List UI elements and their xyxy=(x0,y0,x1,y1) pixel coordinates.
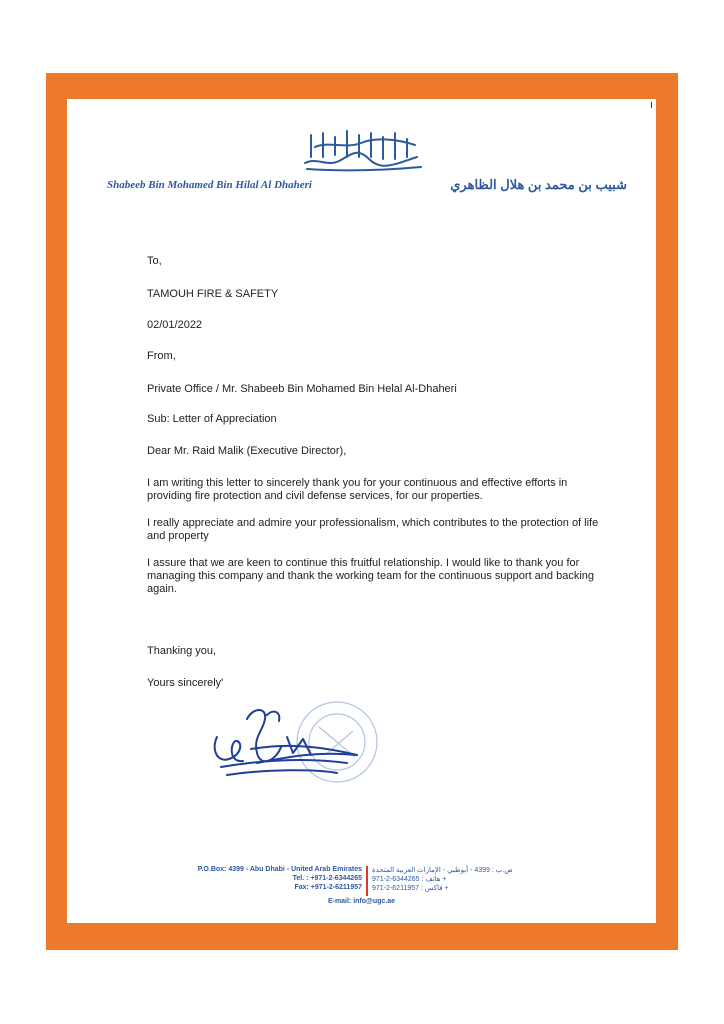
to-label: To, xyxy=(147,255,162,267)
footer-divider xyxy=(366,866,368,896)
sender-name: Private Office / Mr. Shabeeb Bin Mohamed Bin Helal Al-Dhaheri xyxy=(147,383,457,395)
signature-and-stamp-icon xyxy=(207,697,407,787)
footer-address-english: P.O.Box: 4399 - Abu Dhabi - United Arab Emirates xyxy=(197,866,362,873)
body-paragraph: I really appreciate and admire your professionalism, which contributes to the protection of life and property xyxy=(147,517,599,542)
letter-footer xyxy=(67,864,656,909)
footer-tel-english: Tel. : +971-2-6344265 xyxy=(292,875,362,882)
from-label: From, xyxy=(147,350,176,362)
footer-fax-english: Fax: +971-2-6211957 xyxy=(294,884,362,891)
footer-tel-arabic: هاتف : 6344265-2-971 + xyxy=(372,876,447,883)
recipient-name: TAMOUH FIRE & SAFETY xyxy=(147,288,279,300)
closing-sincerely: Yours sincerely' xyxy=(147,677,224,689)
bismillah-calligraphy-icon xyxy=(297,127,427,172)
letterhead-name-english: Shabeeb Bin Mohamed Bin Hilal Al Dhaheri xyxy=(107,179,312,191)
footer-address-arabic: ص.ب : 4399 - أبوظبي - الإمارات العربية المتحدة xyxy=(372,867,513,874)
letter-date: 02/01/2022 xyxy=(147,319,203,331)
letter-page xyxy=(67,99,656,923)
body-paragraph: I assure that we are keen to continue this fruitful relationship. I would like to thank you for managing this company and thank the working team for the continuous support and backing again. xyxy=(147,557,594,595)
salutation: Dear Mr. Raid Malik (Executive Director), xyxy=(147,445,347,457)
footer-fax-arabic: فاكس : 6211957-2-971 + xyxy=(372,885,449,892)
closing-thanks: Thanking you, xyxy=(147,645,217,657)
footer-email: E-mail: info@ugc.ae xyxy=(327,898,396,905)
letterhead-name-arabic: شبيب بن محمد بن هلال الظاهري xyxy=(450,177,627,192)
corner-mark xyxy=(651,102,652,108)
subject-line: Sub: Letter of Appreciation xyxy=(147,413,277,425)
body-paragraph: I am writing this letter to sincerely thank you for your continuous and effective efforts in providing fire protection and civil defense services, for our properties. xyxy=(147,477,568,502)
